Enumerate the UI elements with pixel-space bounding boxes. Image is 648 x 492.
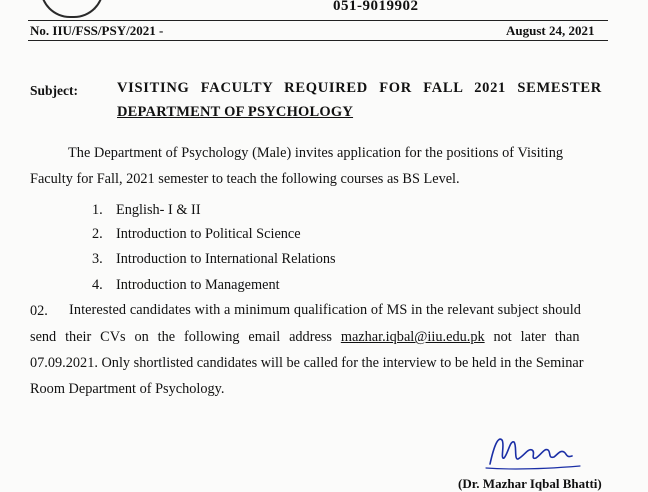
course-number: 4. (92, 277, 103, 293)
paragraph-2-number: 02. (30, 303, 48, 319)
university-seal (40, 0, 104, 18)
handwritten-signature (484, 432, 584, 472)
subject-line-1: VISITING FACULTY REQUIRED FOR FALL 2021 SEMESTER (117, 80, 602, 96)
paragraph-2-line-2-end: not later than (484, 329, 580, 345)
course-title: Introduction to Management (116, 277, 280, 293)
paragraph-2-line-1: Interested candidates with a minimum qualification of MS in the relevant subject should (69, 302, 581, 318)
paragraph-1-line-1: The Department of Psychology (Male) invites application for the positions of Visiting (68, 145, 564, 161)
letterhead-phone: 051-9019902 (333, 0, 419, 14)
paragraph-2-line-2 (30, 330, 580, 344)
course-item (92, 277, 280, 294)
course-item (92, 226, 301, 243)
course-item (92, 251, 336, 268)
reference-number: No. IIU/FSS/PSY/2021 - (30, 23, 164, 38)
signatory-name: (Dr. Mazhar Iqbal Bhatti) (458, 476, 602, 491)
subject-label: Subject: (30, 83, 78, 98)
seal-text (50, 0, 95, 12)
paragraph-2-line-4: Room Department of Psychology. (30, 381, 225, 397)
paragraph-1-line-2: Faculty for Fall, 2021 semester to teach the following courses as BS Level. (30, 171, 460, 187)
header-rule-bottom (28, 40, 608, 41)
course-number: 2. (92, 226, 103, 242)
header-rule-top (28, 20, 608, 21)
course-item (92, 202, 201, 219)
course-title: English- I & II (116, 202, 201, 218)
letter-date: August 24, 2021 (506, 23, 595, 38)
contact-email-link[interactable]: mazhar.iqbal@iiu.edu.pk (340, 329, 485, 345)
course-number: 3. (92, 251, 103, 267)
paragraph-2-line-3: 07.09.2021. Only shortlisted candidates will be called for the interview to be held in the Seminar (30, 355, 584, 371)
course-title: Introduction to International Relations (116, 251, 336, 267)
subject-line-2: DEPARTMENT OF PSYCHOLOGY (117, 104, 354, 120)
course-number: 1. (92, 202, 103, 218)
paragraph-2-line-2-start: send their CVs on the following email address (30, 329, 341, 345)
course-title: Introduction to Political Science (116, 226, 301, 242)
